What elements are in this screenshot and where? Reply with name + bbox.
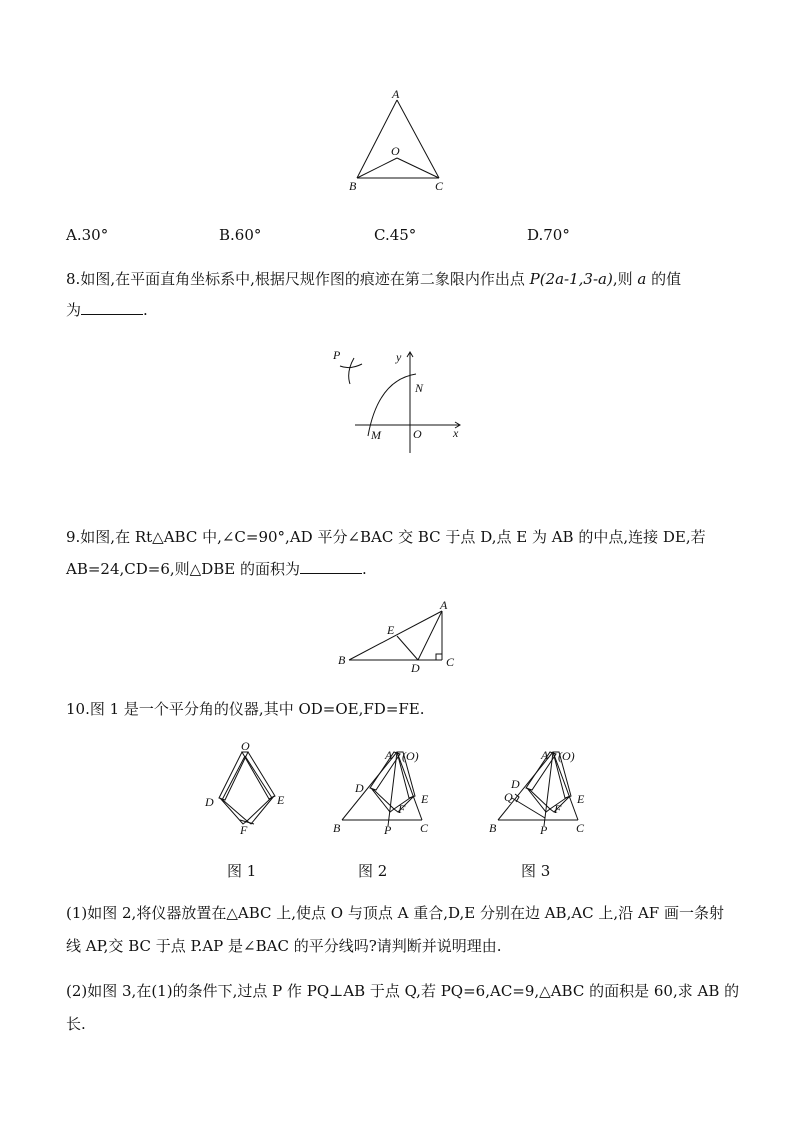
q7-choice-b: B.60°	[219, 226, 262, 244]
q10-fig1-caption: 图 1	[227, 862, 257, 880]
q7-choice-c: C.45°	[374, 226, 417, 244]
q7-label-a: A	[392, 87, 400, 101]
q10-part2-line1: (2)如图 3,在(1)的条件下,过点 P 作 PQ⊥AB 于点 Q,若 PQ=6,AC=9,△ABC 的面积是 60,求 AB 的	[66, 982, 740, 1000]
q10-part1-line1: (1)如图 2,将仪器放置在△ABC 上,使点 O 与顶点 A 重合,D,E 分别在边 AB,AC 上,沿 AF 画一条射	[66, 904, 724, 922]
q10-fig2-caption: 图 2	[358, 862, 388, 880]
q10-fig1-instrument	[219, 752, 275, 824]
q10-fig2-label-o: (O)	[402, 749, 419, 763]
q7-figure	[340, 86, 460, 198]
q10-fig2-label-b: B	[333, 821, 341, 835]
q10-fig3-label-d: D	[511, 777, 520, 791]
q8-label-m: M	[371, 428, 381, 442]
q8-line2-end: .	[143, 301, 148, 319]
q9-label-b: B	[338, 653, 346, 667]
q9-label-a: A	[440, 598, 448, 612]
q10-fig3	[484, 740, 596, 836]
q8-label-o: O	[413, 427, 422, 441]
q10-fig2-label-p: P	[384, 823, 392, 836]
q10-fig3-label-f: F	[554, 802, 562, 816]
q10-part2-line2: 长.	[66, 1015, 86, 1033]
q8-answer-blank	[81, 300, 143, 315]
q8-number: 8.	[66, 270, 81, 288]
q8-line2	[66, 299, 148, 321]
q8-text-b: ,则	[612, 270, 638, 288]
q10-fig2-triangle	[342, 752, 422, 826]
q10-fig2	[328, 740, 440, 836]
q10-fig3-label-e: E	[577, 792, 585, 806]
q8-var-a: a	[637, 270, 647, 288]
q7-label-b: B	[349, 179, 357, 193]
q10-fig1-label-o: O	[241, 740, 250, 753]
q7-choice-d: D.70°	[527, 226, 570, 244]
q8-label-y: y	[396, 350, 402, 364]
q10-fig3-label-q: Q	[504, 790, 513, 804]
q8-label-p: P	[333, 348, 341, 362]
q10-fig3-label-p: P	[540, 823, 548, 836]
q8-point-expr: P(2a-1,3-a)	[529, 270, 613, 288]
q9-label-d: D	[411, 661, 420, 674]
q10-fig2-label-d: D	[355, 781, 364, 795]
q9-label-c: C	[446, 655, 455, 669]
q8-line1	[66, 268, 681, 290]
q10-fig3-label-c: C	[576, 821, 585, 835]
q10-fig3-label-a: A	[541, 748, 549, 762]
q10-fig1	[200, 740, 294, 836]
q10-fig1-label-f: F	[240, 823, 248, 836]
q7-choice-a: A.30°	[66, 226, 109, 244]
q9-line2-text: AB=24,CD=6,则△DBE 的面积为	[66, 560, 300, 578]
q9-line1: 9.如图,在 Rt△ABC 中,∠C=90°,AD 平分∠BAC 交 BC 于点 D,点 E 为 AB 的中点,连接 DE,若	[66, 528, 706, 546]
q9-line2-end: .	[361, 560, 367, 578]
q8-label-n: N	[415, 381, 424, 395]
q8-figure	[326, 340, 466, 460]
q10-fig1-label-d: D	[205, 795, 214, 809]
q10-fig2-label-e: E	[421, 792, 429, 806]
q8-text-a: 如图,在平面直角坐标系中,根据尺规作图的痕迹在第二象限内作出点	[80, 270, 530, 288]
q9-triangle	[349, 611, 442, 660]
q7-label-c: C	[435, 179, 444, 193]
q10-intro: 10.图 1 是一个平分角的仪器,其中 OD=OE,FD=FE.	[66, 700, 425, 718]
q10-fig2-label-c: C	[420, 821, 429, 835]
q10-fig3-label-b: B	[489, 821, 497, 835]
q9-line2	[66, 558, 367, 580]
q8-text-c: 的值	[646, 270, 682, 288]
q7-triangle	[357, 100, 439, 178]
q9-figure	[334, 598, 464, 674]
q10-fig2-label-f: F	[398, 802, 406, 816]
q7-label-o: O	[391, 144, 400, 158]
q10-fig3-caption: 图 3	[521, 862, 551, 880]
q10-part1-line2: 线 AP,交 BC 于点 P.AP 是∠BAC 的平分线吗?请判断并说明理由.	[66, 937, 502, 955]
q8-label-x: x	[453, 426, 459, 440]
q10-fig1-label-e: E	[277, 793, 285, 807]
q8-arc-p2	[349, 358, 354, 384]
q8-arc-mn	[368, 374, 416, 436]
q9-answer-blank	[300, 559, 362, 574]
q10-fig2-label-a: A	[385, 748, 393, 762]
q10-fig3-triangle	[498, 752, 578, 826]
q8-line2-text: 为	[66, 301, 82, 319]
q9-label-e: E	[387, 623, 395, 637]
q10-fig3-label-o: (O)	[558, 749, 575, 763]
